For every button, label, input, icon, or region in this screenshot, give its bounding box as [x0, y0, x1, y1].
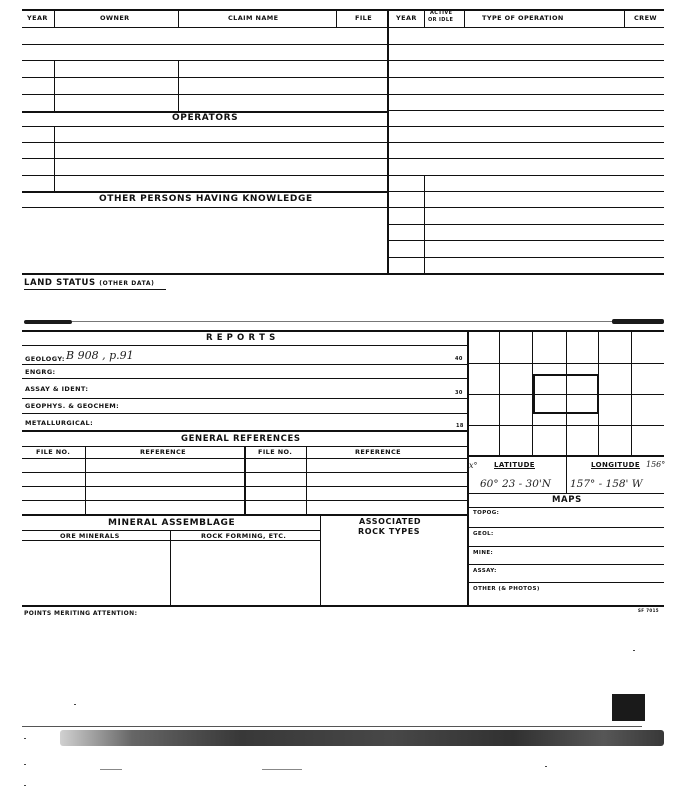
row-rule: [22, 142, 387, 143]
col-header-type-of-operation: TYPE OF OPERATION: [482, 14, 564, 22]
row-rule: [22, 126, 387, 127]
col-header-or-idle: OR IDLE: [428, 17, 454, 23]
row-rule: [469, 493, 664, 494]
top-border: [22, 9, 664, 11]
maps-mine-label: MINE:: [473, 550, 494, 556]
longitude-label: LONGITUDE: [591, 461, 641, 469]
row-rule: [22, 158, 387, 159]
col-header-active: ACTIVE: [430, 10, 453, 16]
latitude-value: 60° 23 - 30'N: [480, 478, 551, 490]
divider: [424, 175, 425, 273]
row-rule: [389, 257, 664, 258]
row-rule: [22, 514, 467, 516]
maps-heading: MAPS: [552, 495, 582, 505]
col-header-file: FILE: [355, 14, 373, 22]
scan-speck: [24, 764, 26, 765]
row-rule: [22, 345, 467, 346]
ref-col-file-no-2: FILE NO.: [258, 448, 293, 456]
rock-types-label: ROCK TYPES: [358, 527, 421, 536]
row-rule: [469, 527, 664, 528]
row-rule: [22, 77, 387, 78]
geology-entry: B 908 , p.91: [66, 349, 134, 362]
divider: [85, 446, 86, 514]
ref-col-reference-2: REFERENCE: [355, 448, 402, 456]
engrg-label: ENGRG:: [25, 368, 56, 376]
maps-geol-label: GEOL:: [473, 531, 494, 537]
row-rule: [469, 582, 664, 583]
maps-other-label: OTHER (& PHOTOS): [473, 586, 540, 592]
row-rule: [469, 564, 664, 565]
divider: [178, 60, 179, 111]
row-rule: [389, 60, 664, 61]
divider: [244, 446, 246, 514]
geology-label: GEOLOGY:: [25, 355, 65, 363]
row-rule: [22, 175, 387, 176]
scan-speck: [74, 704, 76, 705]
divider: [320, 514, 321, 605]
scan-line: [72, 321, 612, 322]
longitude-value: 157° - 158' W: [570, 478, 643, 490]
land-status-sub: (OTHER DATA): [99, 280, 155, 287]
land-status-text: LAND STATUS: [24, 278, 96, 288]
col-header-year: YEAR: [27, 14, 48, 22]
row-rule: [22, 60, 387, 61]
land-status-label: [24, 279, 154, 288]
main-divider: [387, 11, 389, 275]
metallurgical-label: METALLURGICAL:: [25, 419, 94, 427]
divider: [54, 11, 55, 27]
divider: [54, 60, 55, 111]
row-rule: [22, 430, 467, 432]
metallurgical-num: 18: [456, 423, 464, 429]
scan-speck: [24, 785, 26, 786]
col-header-crew: CREW: [634, 14, 657, 22]
scan-smudge: [612, 319, 664, 324]
ore-minerals-label: ORE MINERALS: [60, 532, 120, 540]
general-references-heading: GENERAL REFERENCES: [181, 434, 301, 444]
scan-speck: [262, 769, 302, 770]
assay-num: 30: [455, 390, 463, 396]
ref-col-file-no: FILE NO.: [36, 448, 71, 456]
row-rule: [389, 94, 664, 95]
divider: [624, 11, 625, 27]
row-rule: [389, 158, 664, 159]
lon-suffix: 156°: [646, 460, 666, 469]
grid-highlight-box: [533, 374, 599, 414]
grid-line: [469, 425, 664, 426]
divider: [178, 11, 179, 27]
scan-smudge: [24, 320, 72, 324]
row-rule: [389, 191, 664, 192]
row-rule: [389, 110, 664, 111]
latitude-label: LATITUDE: [494, 461, 535, 469]
row-rule: [389, 175, 664, 176]
scan-speck: [545, 766, 547, 767]
reports-top-border: [22, 330, 664, 332]
scan-speck: [100, 769, 122, 770]
maps-assay-label: ASSAY:: [473, 568, 497, 574]
associated-label: ASSOCIATED: [359, 517, 422, 526]
reports-bottom-border: [22, 605, 664, 607]
scan-smear: [60, 730, 664, 746]
col-header-owner: OWNER: [100, 14, 130, 22]
lat-prefix: x°: [469, 461, 478, 470]
row-rule: [389, 77, 664, 78]
mineral-assemblage-heading: MINERAL ASSEMBLAGE: [108, 518, 236, 528]
divider: [306, 446, 307, 514]
divider: [424, 11, 425, 27]
row-rule: [22, 540, 320, 541]
row-rule: [22, 191, 387, 193]
divider: [54, 126, 55, 191]
header-rule: [22, 27, 664, 28]
ref-col-reference: REFERENCE: [140, 448, 187, 456]
divider: [566, 457, 567, 493]
row-rule: [22, 44, 387, 45]
row-rule: [22, 413, 467, 414]
row-rule: [22, 398, 467, 399]
other-persons-heading: OTHER PERSONS HAVING KNOWLEDGE: [99, 194, 313, 204]
registration-block: [612, 694, 645, 721]
row-rule: [389, 224, 664, 225]
col-header-claim-name: CLAIM NAME: [228, 14, 279, 22]
row-rule: [389, 126, 664, 127]
scan-line: [22, 726, 642, 727]
col-header-year-2: YEAR: [396, 14, 417, 22]
top-table-bottom: [22, 273, 664, 275]
assay-label: ASSAY & IDENT:: [25, 385, 89, 393]
form-number: SF 7015: [638, 608, 659, 613]
row-rule: [22, 378, 467, 379]
row-rule: [469, 546, 664, 547]
divider: [464, 11, 465, 27]
rock-forming-label: ROCK FORMING, ETC.: [201, 532, 287, 540]
row-rule: [22, 94, 387, 95]
land-status-underline: [24, 289, 166, 290]
geology-num: 40: [455, 356, 463, 362]
divider: [170, 530, 171, 605]
row-rule: [389, 207, 664, 208]
reports-heading: R E P O R T S: [206, 333, 276, 343]
row-rule: [389, 142, 664, 143]
maps-topog-label: TOPOG:: [473, 510, 500, 516]
row-rule: [22, 530, 320, 531]
operators-heading: OPERATORS: [172, 113, 239, 123]
grid-line: [469, 363, 664, 364]
geophys-label: GEOPHYS. & GEOCHEM:: [25, 402, 120, 410]
row-rule: [389, 240, 664, 241]
scan-speck: [24, 738, 26, 739]
points-meriting-attention-label: POINTS MERITING ATTENTION:: [24, 610, 138, 617]
row-rule: [469, 507, 664, 508]
row-rule: [389, 44, 664, 45]
row-rule: [22, 364, 467, 365]
scan-speck: [633, 650, 635, 651]
row-rule: [22, 207, 387, 208]
divider: [336, 11, 337, 27]
